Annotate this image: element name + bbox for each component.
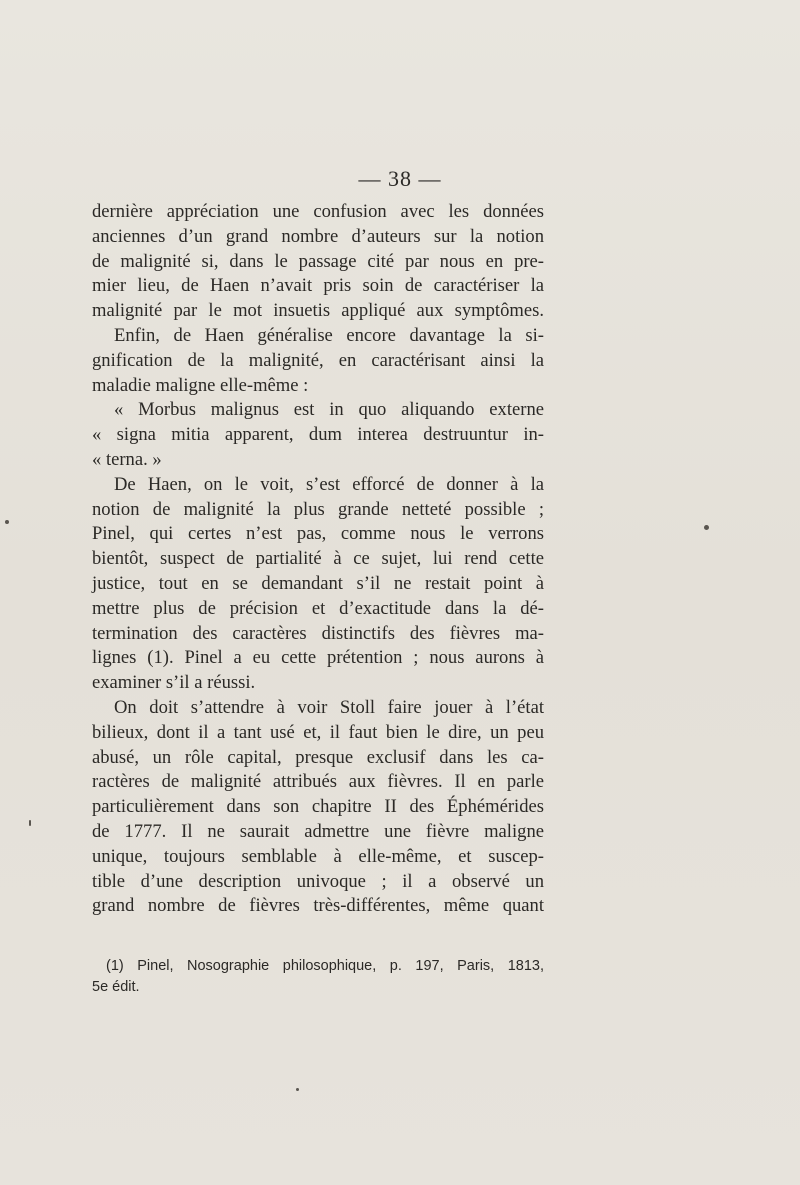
footnote-line: 5e édit.: [92, 979, 140, 995]
text-line: « signa mitia apparent, dum interea destruuntur in-: [92, 424, 544, 446]
text-line: ractères de malignité attribués aux fièvres. Il en parle: [92, 771, 544, 793]
text-line: termination des caractères distinctifs des fièvres ma-: [92, 622, 544, 644]
ink-speck: [296, 1088, 299, 1091]
text-line: On doit s’attendre à voir Stoll faire jouer à l’état: [114, 696, 544, 718]
text-line: unique, toujours semblable à elle-même, et suscep-: [92, 845, 544, 867]
text-line: mier lieu, de Haen n’avait pris soin de caractériser la: [92, 275, 544, 297]
ink-speck: [29, 820, 31, 826]
text-line: de 1777. Il ne saurait admettre une fièvre maligne: [92, 820, 544, 842]
footnote: [92, 956, 544, 998]
text-line: « Morbus malignus est in quo aliquando externe: [114, 399, 544, 421]
text-line: lignes (1). Pinel a eu cette prétention ; nous aurons à: [92, 647, 544, 669]
text-line: particulièrement dans son chapitre II des Éphémérides: [92, 796, 544, 818]
text-line: bilieux, dont il a tant usé et, il faut bien le dire, un peu: [92, 721, 544, 743]
text-line: Enfin, de Haen généralise encore davantage la si-: [114, 324, 544, 346]
text-line: justice, tout en se demandant s’il ne restait point à: [92, 572, 544, 594]
text-line: examiner s’il a réussi.: [92, 672, 256, 694]
page-number: — 38 —: [358, 166, 442, 191]
text-line: « terna. »: [92, 448, 162, 470]
text-line: Pinel, qui certes n’est pas, comme nous le verrons: [92, 523, 544, 545]
ink-speck: [5, 520, 9, 524]
text-line: bientôt, suspect de partialité à ce sujet, lui rend cette: [92, 548, 544, 570]
text-line: gnification de la malignité, en caractérisant ainsi la: [92, 349, 544, 371]
text-line: grand nombre de fièvres très-différentes, même quant: [92, 895, 544, 917]
text-line: De Haen, on le voit, s’est efforcé de donner à la: [114, 473, 544, 495]
body-text: [92, 200, 544, 919]
text-line: abusé, un rôle capital, presque exclusif dans les ca-: [92, 746, 544, 768]
footnote-line: (1) Pinel, Nosographie philosophique, p. 197, Paris, 1813,: [106, 958, 544, 974]
text-line: mettre plus de précision et d’exactitude dans la dé-: [92, 597, 544, 619]
text-line: de malignité si, dans le passage cité par nous en pre-: [92, 250, 544, 272]
ink-speck: [704, 525, 709, 530]
text-line: dernière appréciation une confusion avec les données: [92, 201, 544, 222]
text-line: anciennes d’un grand nombre d’auteurs sur la notion: [92, 225, 544, 247]
text-line: tible d’une description univoque ; il a observé un: [92, 870, 544, 892]
text-line: malignité par le mot insuetis appliqué aux symptômes.: [92, 300, 544, 322]
text-line: maladie maligne elle-même :: [92, 374, 309, 396]
text-line: notion de malignité la plus grande netteté possible ;: [92, 498, 544, 520]
